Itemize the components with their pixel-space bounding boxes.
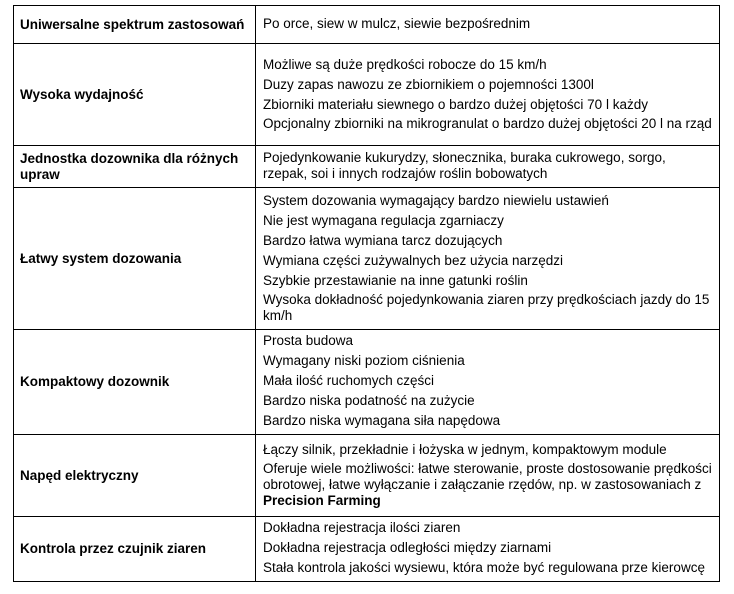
table-row — [14, 517, 720, 582]
description-cell — [256, 146, 720, 188]
table-row — [14, 146, 720, 188]
description-line: Łączy silnik, przekładnie i łożyska w jednym, kompaktowym module — [263, 441, 667, 457]
description-cell — [256, 435, 720, 517]
description-line: Wymiana części zużywalnych bez użycia narzędzi — [263, 252, 563, 268]
feature-cell: Napęd elektryczny — [14, 435, 256, 517]
description-line: Wymagany niski poziom ciśnienia — [263, 353, 465, 368]
feature-cell: Jednostka dozownika dla różnych upraw — [14, 146, 256, 188]
description-cell — [256, 6, 720, 44]
feature-table — [13, 5, 720, 582]
table-row — [14, 330, 720, 435]
description-line: Zbiorniki materiału siewnego o bardzo dużej objętości 70 l każdy — [263, 96, 648, 112]
feature-cell: Wysoka wydajność — [14, 44, 256, 146]
feature-cell: Łatwy system dozowania — [14, 188, 256, 330]
description-cell — [256, 44, 720, 146]
description-line: Wysoka dokładność pojedynkowania ziaren przy prędkościach jazdy do 15 km/h — [263, 291, 710, 323]
description-line: Dokładna rejestracja ilości ziaren — [263, 520, 461, 535]
description-line: Duzy zapas nawozu ze zbiornikiem o pojemności 1300l — [263, 76, 594, 92]
description-line: Nie jest wymagana regulacja zgarniaczy — [263, 212, 504, 228]
description-line: Dokładna rejestracja odległości między ziarnami — [263, 540, 552, 555]
description-cell — [256, 330, 720, 435]
description-text: Oferuje wiele możliwości: łatwe sterowanie, proste dostosowanie prędkości obrotowej, łatwe wyłączanie i załączanie rzędów, np. w zastosowaniach z — [263, 460, 712, 492]
description-line: Prosta budowa — [263, 333, 354, 348]
description-line: Bardzo niska podatność na zużycie — [263, 393, 475, 408]
description-line: Szybkie przestawianie na inne gatunki roślin — [263, 272, 528, 288]
description-line: Pojedynkowanie kukurydzy, słonecznika, buraka cukrowego, sorgo, rzepak, soi i innych rodzajów roślin bobowatych — [263, 149, 666, 181]
feature-cell: Kompaktowy dozownik — [14, 330, 256, 435]
description-line: Możliwe są duże prędkości robocze do 15 km/h — [263, 56, 547, 72]
description-cell — [256, 188, 720, 330]
description-line: Mała ilość ruchomych części — [263, 373, 435, 388]
description-line: Po orce, siew w mulcz, siewie bezpośrednim — [263, 15, 531, 31]
table-row — [14, 6, 720, 44]
table-row — [14, 44, 720, 146]
description-line: Bardzo łatwa wymiana tarcz dozujących — [263, 232, 503, 248]
description-line: Bardzo niska wymagana siła napędowa — [263, 413, 501, 428]
description-line — [263, 461, 713, 509]
feature-cell: Kontrola przez czujnik ziaren — [14, 517, 256, 582]
document-page — [13, 5, 720, 582]
table-row — [14, 188, 720, 330]
description-line: Stała kontrola jakości wysiewu, która może być regulowana prze kierowcę — [263, 560, 705, 575]
table-row — [14, 435, 720, 517]
description-cell — [256, 517, 720, 582]
precision-farming-emphasis: Precision Farming — [263, 492, 381, 508]
description-line: System dozowania wymagający bardzo niewielu ustawień — [263, 192, 609, 208]
description-line: Opcjonalny zbiorniki na mikrogranulat o bardzo dużej objętości 20 l na rząd — [263, 115, 712, 131]
feature-cell: Uniwersalne spektrum zastosowań — [14, 6, 256, 44]
